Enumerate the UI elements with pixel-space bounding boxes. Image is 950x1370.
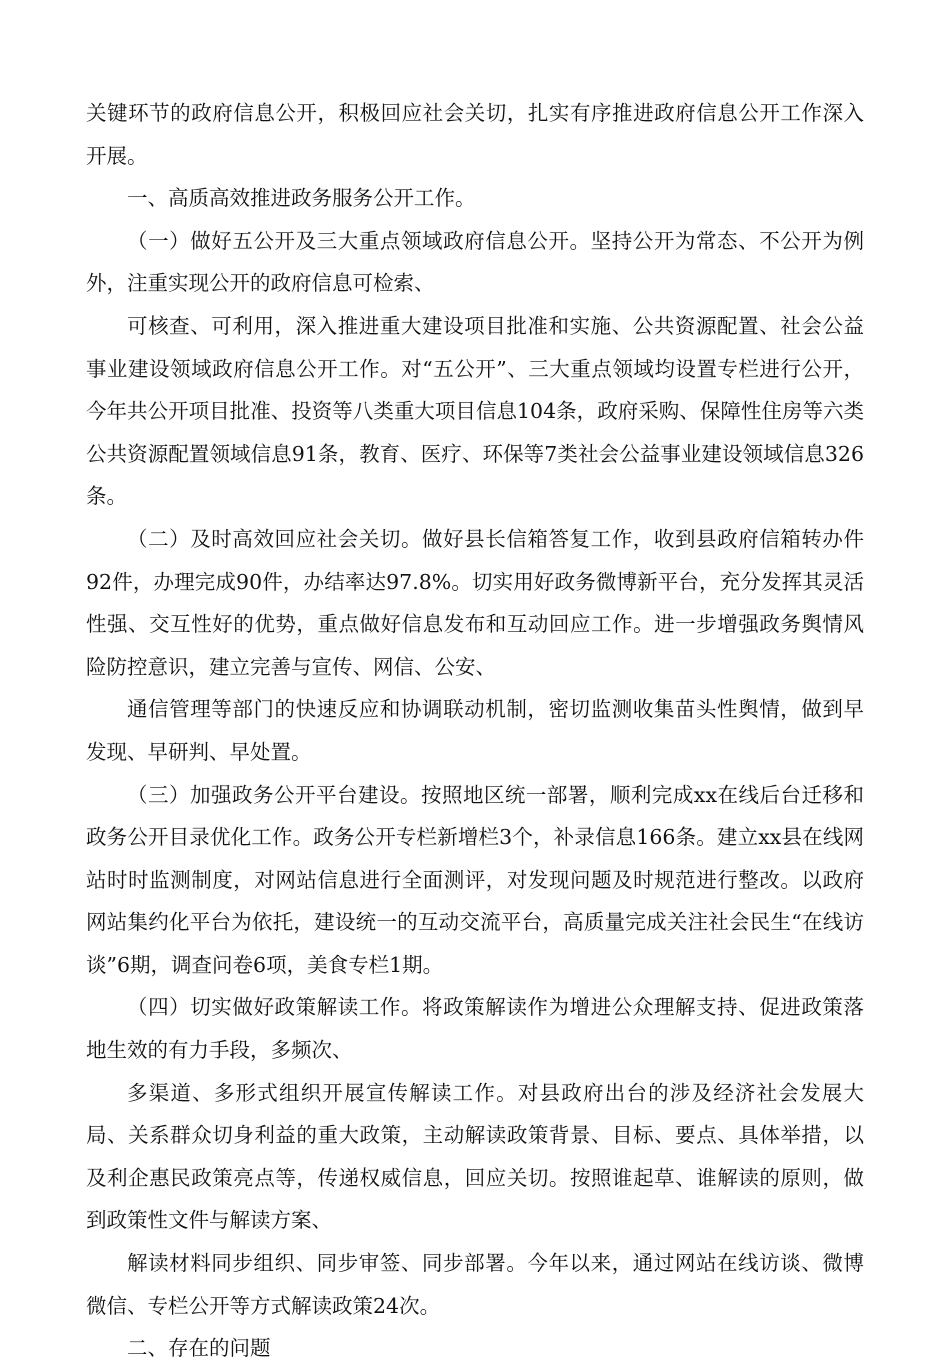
paragraph-policy-interpretation: （四）切实做好政策解读工作。将政策解读作为增进公众理解支持、促进政策落地生效的有力手段，多频次、 <box>86 995 864 1063</box>
paragraph-social-concerns: （二）及时高效回应社会关切。做好县长信箱答复工作，收到县政府信箱转办件92件，办理完成90件，办结率达97.8%。切实用好政务微博新平台，充分发挥其灵活性强、交互性好的优势，重点做好信息发布和互动回应工作。进一步增强政务舆情风险防控意识，建立完善与宣传、网信、公安、 <box>86 526 864 679</box>
paragraph-response-mechanism: 通信管理等部门的快速反应和协调联动机制，密切监测收集苗头性舆情，做到早发现、早研判、早处置。 <box>86 697 864 764</box>
paragraph-continuation: 关键环节的政府信息公开，积极回应社会关切，扎实有序推进政府信息公开工作深入开展。 <box>86 101 864 168</box>
section-heading-1: 一、高质高效推进政务服务公开工作。 <box>127 186 476 211</box>
paragraph-interpretation-results: 解读材料同步组织、同步审签、同步部署。今年以来，通过网站在线访谈、微博微信、专栏公开等方式解读政策24次。 <box>86 1251 864 1318</box>
paragraph-platform-building: （三）加强政务公开平台建设。按照地区统一部署，顺利完成xx在线后台迁移和政务公开目录优化工作。政务公开专栏新增栏3个，补录信息166条。建立xx县在线网站时时监测制度，对网站信息进行全面测评，对发现问题及时规范进行整改。以政府网站集约化平台为依托，建设统一的互动交流平台，高质量完成关注社会民生“在线访谈”6期，调查问卷6项，美食专栏1期。 <box>86 782 864 977</box>
paragraph-key-fields: 可核查、可利用，深入推进重大建设项目批准和实施、公共资源配置、社会公益事业建设领域政府信息公开工作。对“五公开”、三大重点领域均设置专栏进行公开，今年共公开项目批准、投资等八类重大项目信息104条，政府采购、保障性住房等六类公共资源配置领域信息91条，教育、医疗、环保等7类社会公益事业建设领域信息326条。 <box>86 313 864 509</box>
document-body <box>86 92 864 1370</box>
paragraph-interpretation-channels: 多渠道、多形式组织开展宣传解读工作。对县政府出台的涉及经济社会发展大局、关系群众切身利益的重大政策，主动解读政策背景、目标、要点、具体举措，以及利企惠民政策亮点等，传递权威信息，回应关切。按照谁起草、谁解读的原则，做到政策性文件与解读方案、 <box>86 1080 864 1233</box>
section-heading-2: 二、存在的问题 <box>127 1336 271 1361</box>
paragraph-five-openness: （一）做好五公开及三大重点领域政府信息公开。坚持公开为常态、不公开为例外，注重实现公开的政府信息可检索、 <box>86 228 864 296</box>
